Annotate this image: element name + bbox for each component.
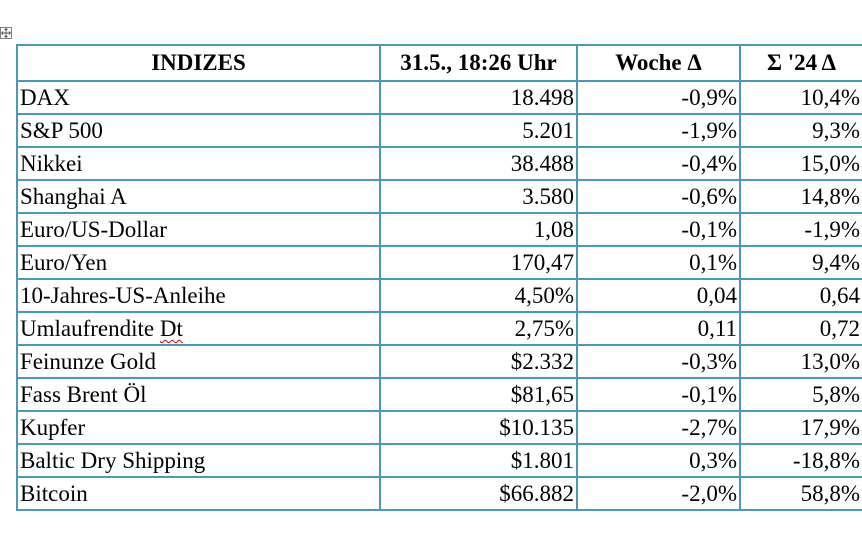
row-name: Euro/Yen [17, 246, 380, 279]
row-name: Bitcoin [17, 477, 380, 510]
row-week-change: -2,7% [577, 411, 740, 444]
table-move-handle-icon[interactable] [0, 27, 12, 39]
table-row [17, 477, 862, 510]
row-value: 3.580 [380, 180, 577, 213]
row-name: 10-Jahres-US-Anleihe [17, 279, 380, 312]
row-ytd-change: 9,4% [740, 246, 862, 279]
row-week-change: -0,6% [577, 180, 740, 213]
table-row [17, 345, 862, 378]
header-indizes: INDIZES [17, 45, 380, 81]
row-name: Fass Brent Öl [17, 378, 380, 411]
row-name: Kupfer [17, 411, 380, 444]
row-week-change: -0,4% [577, 147, 740, 180]
row-ytd-change: 0,72 [740, 312, 862, 345]
table-row [17, 411, 862, 444]
row-week-change: 0,1% [577, 246, 740, 279]
table-row [17, 180, 862, 213]
row-ytd-change: -18,8% [740, 444, 862, 477]
header-ytd-change: Σ '24 Δ [740, 45, 862, 81]
row-name [17, 312, 380, 345]
row-value: 170,47 [380, 246, 577, 279]
row-name: DAX [17, 81, 380, 114]
table-row [17, 213, 862, 246]
table-header-row [17, 45, 862, 81]
row-name: Nikkei [17, 147, 380, 180]
row-value: $66.882 [380, 477, 577, 510]
row-name: Shanghai A [17, 180, 380, 213]
row-ytd-change: 14,8% [740, 180, 862, 213]
row-week-change: 0,11 [577, 312, 740, 345]
row-week-change: -1,9% [577, 114, 740, 147]
row-name-text: Umlaufrendite [20, 316, 160, 341]
header-week-change: Woche Δ [577, 45, 740, 81]
row-week-change: -0,3% [577, 345, 740, 378]
table-row [17, 378, 862, 411]
row-week-change: -0,9% [577, 81, 740, 114]
row-ytd-change: 15,0% [740, 147, 862, 180]
row-value: $10.135 [380, 411, 577, 444]
row-value: $81,65 [380, 378, 577, 411]
row-week-change: -0,1% [577, 213, 740, 246]
row-ytd-change: 17,9% [740, 411, 862, 444]
row-week-change: -0,1% [577, 378, 740, 411]
row-value: 4,50% [380, 279, 577, 312]
table-row [17, 114, 862, 147]
row-ytd-change: 0,64 [740, 279, 862, 312]
row-value: 2,75% [380, 312, 577, 345]
row-ytd-change: 10,4% [740, 81, 862, 114]
table-row [17, 147, 862, 180]
row-value: 18.498 [380, 81, 577, 114]
spellcheck-flagged-word[interactable]: Dt [159, 316, 183, 341]
indices-table [16, 44, 862, 511]
row-value: 5.201 [380, 114, 577, 147]
row-week-change: -2,0% [577, 477, 740, 510]
row-name: Euro/US-Dollar [17, 213, 380, 246]
table-row [17, 246, 862, 279]
header-date: 31.5., 18:26 Uhr [380, 45, 577, 81]
table-row [17, 444, 862, 477]
row-week-change: 0,04 [577, 279, 740, 312]
row-ytd-change: 9,3% [740, 114, 862, 147]
row-ytd-change: 13,0% [740, 345, 862, 378]
row-value: $2.332 [380, 345, 577, 378]
row-name: S&P 500 [17, 114, 380, 147]
row-value: 1,08 [380, 213, 577, 246]
table-row [17, 279, 862, 312]
row-ytd-change: 5,8% [740, 378, 862, 411]
row-week-change: 0,3% [577, 444, 740, 477]
row-name: Baltic Dry Shipping [17, 444, 380, 477]
row-value: 38.488 [380, 147, 577, 180]
table-row [17, 81, 862, 114]
row-name: Feinunze Gold [17, 345, 380, 378]
row-ytd-change: -1,9% [740, 213, 862, 246]
row-value: $1.801 [380, 444, 577, 477]
table-row [17, 312, 862, 345]
row-ytd-change: 58,8% [740, 477, 862, 510]
